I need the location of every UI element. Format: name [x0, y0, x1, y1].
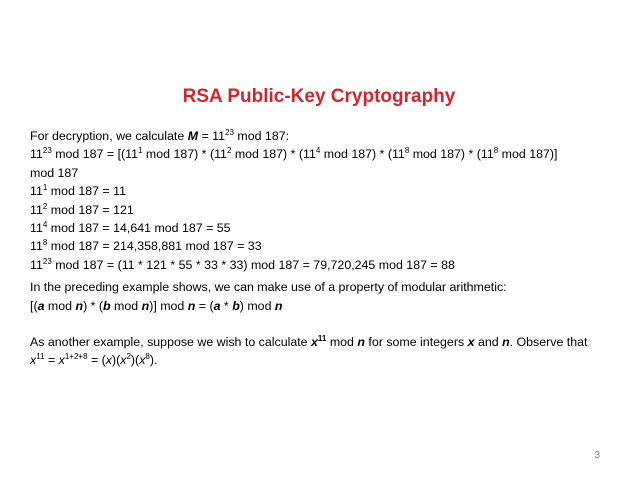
property-formula: [(a mod n) * (b mod n)] mod n = (a * b) mod n — [30, 298, 283, 313]
slide-title: RSA Public-Key Cryptography — [182, 86, 456, 107]
step-line: $11^4$ mod 187 = 14,641 mod 187 = 55 — [30, 219, 231, 236]
page-number: 3 — [594, 450, 600, 461]
decryption-expansion-tail: mod 187 — [30, 165, 79, 180]
example-line-2: $x^{11} = x^{1+2+8} = (x)(x^2)(x^8)$. — [30, 352, 158, 368]
example-line-1: As another example, suppose we wish to calculate $x^{11}$ mod n for some integers x and n. Observe that — [30, 333, 588, 350]
step-line: $11^{23}$ mod 187 = (11 * 121 * 55 * 33 * 33) mod 187 = 79,720,245 mod 187 = 88 — [30, 256, 455, 272]
step-line: $11^8$ mod 187 = 214,358,881 mod 187 = 33 — [30, 238, 262, 254]
decryption-expansion: $11^{23}$ mod $187 = [(11^1$ mod $187) * (11^2$ mod $187) * (11^4$ mod $187) * (11^8$ mod $187) * (11^8$ mod 187)] — [30, 146, 558, 162]
decryption-intro: For decryption, we calculate $M = 11^{23}$ mod 187: — [30, 127, 290, 143]
property-sentence: In the preceding example shows, we can make use of a property of modular arithmetic: — [30, 280, 507, 295]
spacer — [30, 315, 620, 333]
step-line: $11^2$ mod 187 = 121 — [30, 201, 134, 217]
var-M: M — [187, 129, 199, 143]
step-line: $11^1$ mod 187 = 11 — [30, 183, 126, 199]
slide-body — [30, 127, 620, 370]
